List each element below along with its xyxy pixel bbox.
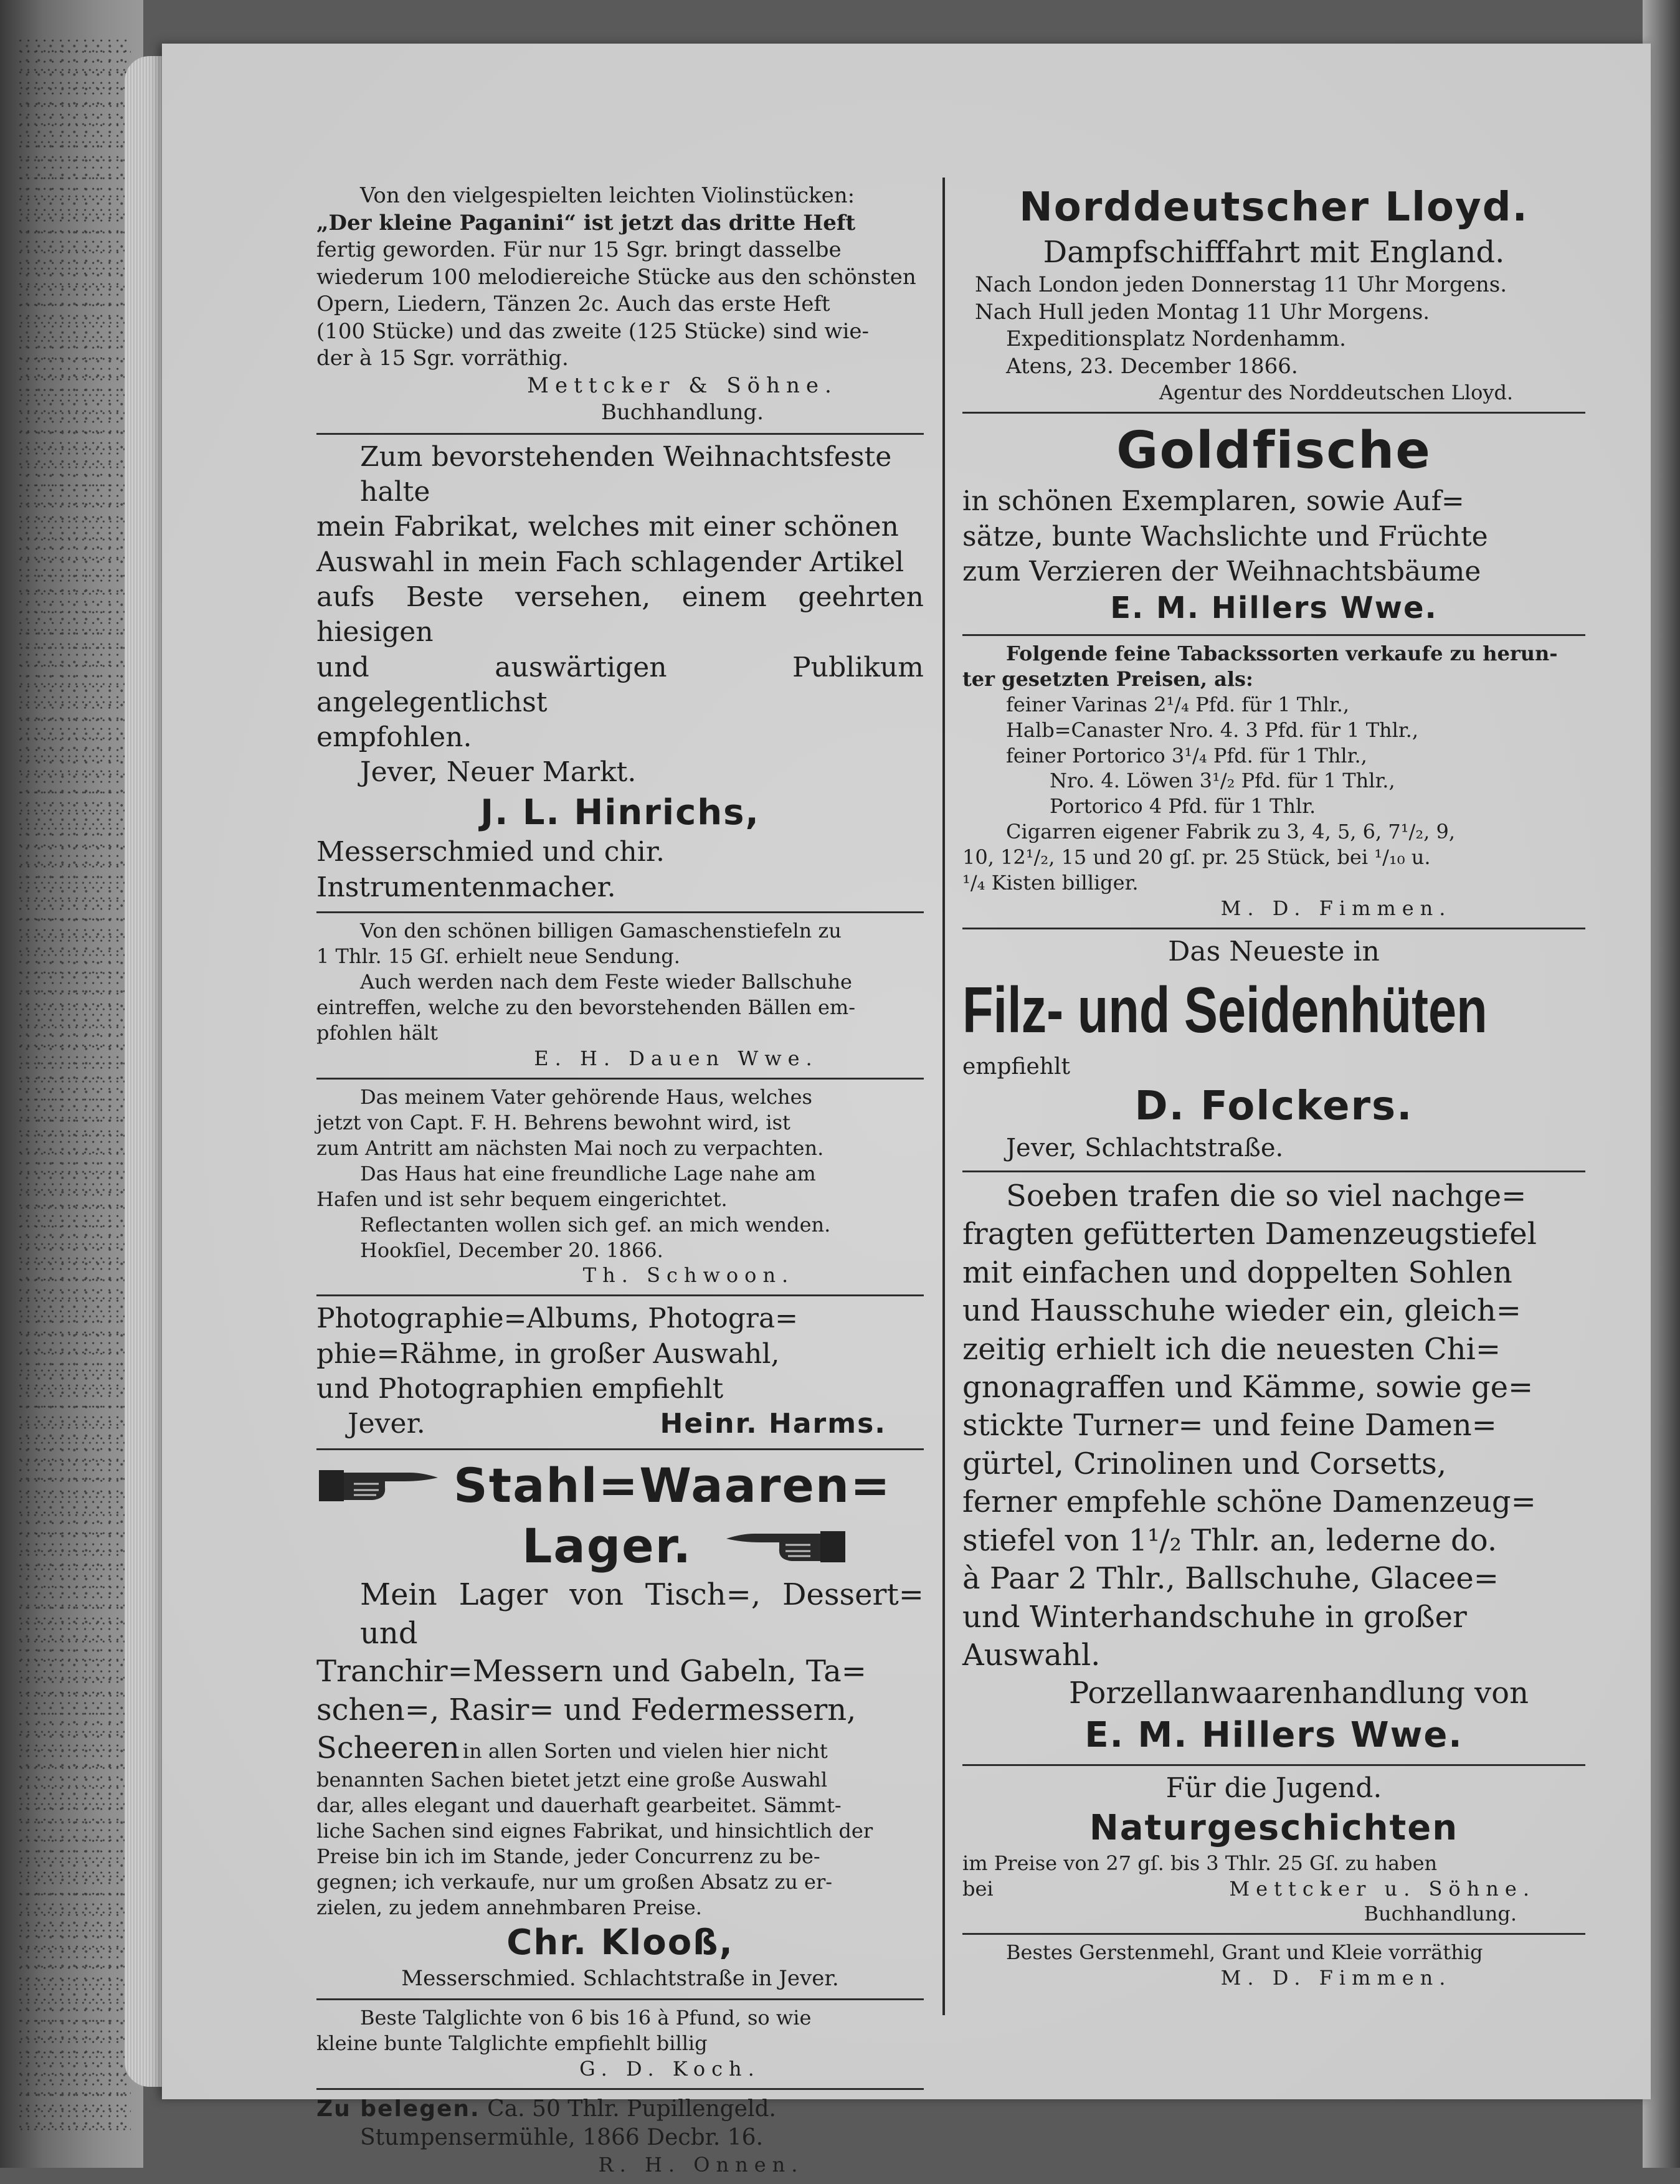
- ad-line: Hafen und ist sehr bequem eingerichtet.: [316, 1187, 728, 1211]
- ad-line: Auswahl in mein Fach schlagender Artikel: [316, 546, 904, 578]
- ad-line: stiefel von 1¹/₂ Thlr. an, lederne do.: [962, 1522, 1497, 1558]
- ad-signature: Agentur des Norddeutschen Lloyd.: [1159, 381, 1514, 405]
- ad-line: Cigarren eigener Fabrik zu 3, 4, 5, 6, 7¹/₂, 9,: [1006, 820, 1456, 844]
- ad-signature: E. M. Hillers Wwe.: [1084, 1714, 1463, 1755]
- ad-line: Von den schönen billigen Gamaschenstiefeln zu: [360, 919, 842, 943]
- ad-dauen: [316, 913, 924, 1080]
- ad-line: Soeben trafen die so viel nachge=: [1006, 1178, 1527, 1213]
- ad-trade: Messerschmied und chir. Instrumentenmacher.: [316, 836, 665, 903]
- ad-line: Reflectanten wollen sich gef. an mich wenden.: [360, 1212, 831, 1237]
- ad-line: Nro. 4. Löwen 3¹/₂ Pfd. für 1 Thlr.,: [1050, 769, 1395, 793]
- column-divider: [942, 178, 945, 2015]
- ad-name: J. L. Hinrichs,: [480, 792, 760, 833]
- ad-line: sätze, bunte Wachslichte und Früchte: [962, 520, 1488, 553]
- ad-lead-word: Zu belegen.: [316, 2096, 480, 2122]
- ad-name: Chr. Klooß,: [506, 1922, 734, 1963]
- ad-line: aufs Beste versehen, einem geehrten hiesigen: [316, 581, 924, 648]
- ad-line: Buchhandlung.: [1364, 1902, 1517, 1926]
- ad-harms: [316, 1296, 924, 1450]
- ad-place: Jever, Neuer Markt.: [360, 756, 637, 789]
- ad-line: ¹/₄ Kisten billiger.: [962, 871, 1139, 895]
- ad-trade: Porzellanwaarenhandlung von: [1069, 1676, 1529, 1711]
- ad-line: feiner Portorico 3¹/₄ Pfd. für 1 Thlr.,: [1006, 743, 1367, 767]
- ad-title: Stahl=Waaren=: [453, 1457, 891, 1513]
- ad-line: schen=, Rasir= und Federmessern,: [316, 1692, 857, 1727]
- right-column: [962, 178, 1585, 1997]
- ad-line: und Hausschuhe wieder ein, gleich=: [962, 1293, 1521, 1329]
- ad-line: Nach London jeden Donnerstag 11 Uhr Morgens.: [975, 272, 1507, 298]
- ad-line: und Winterhandschuhe in großer: [962, 1599, 1467, 1635]
- ad-footer: [962, 1876, 1585, 1902]
- ad-line: [316, 2095, 924, 2124]
- ad-line: Preise bin ich im Stande, jeder Concurrenz zu be-: [316, 1845, 820, 1869]
- ad-line: 1 Thlr. 15 Gſ. erhielt neue Sendung.: [316, 944, 680, 969]
- pointing-hand-left-icon: [723, 1520, 848, 1572]
- ad-line: gegnen; ich verkaufe, nur um großen Absatz zu er-: [316, 1870, 833, 1894]
- ad-title: Naturgeschichten: [1089, 1807, 1459, 1848]
- ad-hillers: [962, 1172, 1585, 1766]
- ad-line: Beste Talglichte von 6 bis 16 à Pfund, so wie: [360, 2006, 812, 2030]
- book-spine: [0, 0, 143, 2168]
- ad-place: Jever, Schlachtstraße.: [1006, 1133, 1284, 1162]
- ad-line: Photographie=Albums, Photogra=: [316, 1303, 799, 1335]
- ad-line: Portorico 4 Pfd. für 1 Thlr.: [1050, 794, 1316, 819]
- ad-gerste: [962, 1935, 1585, 1997]
- ad-signature: M. D. Fimmen.: [1220, 896, 1452, 921]
- ad-onnen: [316, 2090, 924, 2184]
- ad-title-row: [316, 1516, 924, 1576]
- newspaper-page: [162, 44, 1651, 2177]
- ad-signature: Mettcker u. Söhne.: [1229, 1876, 1535, 1901]
- ad-line: empfohlen.: [316, 721, 472, 754]
- ad-line: und auswärtigen Publikum angelegentlichst: [316, 651, 924, 718]
- ad-signature: E. M. Hillers Wwe.: [1110, 591, 1438, 626]
- ad-line: stickte Turner= und feine Damen=: [962, 1408, 1497, 1443]
- ad-line: pfohlen hält: [316, 1020, 438, 1045]
- ad-line: à Paar 2 Thlr., Ballschuhe, Glacee=: [962, 1561, 1499, 1597]
- ad-line: Halb=Canaster Nro. 4. 3 Pfd. für 1 Thlr.,: [1006, 718, 1418, 742]
- ad-line: Opern, Liedern, Tänzen 2c. Auch das erste Heft: [316, 292, 830, 317]
- ad-line: Expeditionsplatz Nordenhamm.: [1006, 326, 1346, 352]
- ad-signature: R. H. Onnen.: [598, 2153, 804, 2177]
- ad-line: zeitig erhielt ich die neuesten Chi=: [962, 1331, 1501, 1367]
- ad-line: liche Sachen sind eignes Fabrikat, und hinsichtlich der: [316, 1819, 873, 1843]
- ad-signature: Mettcker & Söhne.: [527, 373, 838, 398]
- ad-signature: Heinr. Harms.: [660, 1408, 886, 1440]
- ad-title: Filz- und Seidenhüten: [962, 974, 1488, 1047]
- ad-line: fertig geworden. Für nur 15 Sgr. bringt dasselbe: [316, 237, 842, 263]
- ad-hinrichs: [316, 435, 924, 913]
- ad-line: Auch werden nach dem Feste wieder Ballschuhe: [360, 969, 852, 994]
- ad-line: Atens, 23. December 1866.: [1006, 353, 1298, 379]
- ad-line: gnonagraffen und Kämme, sowie ge=: [962, 1369, 1534, 1405]
- ad-intro: Für die Jugend.: [1165, 1772, 1382, 1804]
- ad-intro: Das Neueste in: [1168, 936, 1380, 968]
- ad-signature: G. D. Koch.: [579, 2057, 761, 2081]
- left-column: [316, 178, 924, 2184]
- ad-line: [316, 1729, 924, 1767]
- ad-footer: [316, 1407, 924, 1441]
- ad-line: wiederum 100 melodiereiche Stücke aus den schönsten: [316, 264, 916, 290]
- ad-line: ter gesetzten Preisen, als:: [962, 667, 1253, 691]
- ad-line: zum Verzieren der Weihnachtsbäume: [962, 555, 1481, 587]
- ad-title: Lager.: [522, 1517, 693, 1574]
- ad-title: Norddeutscher Lloyd.: [1019, 184, 1529, 230]
- ad-line: eintreffen, welche zu den bevorstehenden Bällen em-: [316, 995, 856, 1019]
- ad-line: „Der kleine Paganini“ ist jetzt das dritte Heft: [316, 210, 856, 235]
- ad-line: Nach Hull jeden Montag 11 Uhr Morgens.: [975, 299, 1430, 325]
- ad-subtitle: Dampfschifffahrt mit England.: [1043, 234, 1505, 270]
- ad-line: kleine bunte Talglichte empfiehlt billig: [316, 2031, 708, 2056]
- ad-text: Ca. 50 Thlr. Pupillengeld.: [487, 2096, 776, 2122]
- ad-line: Das meinem Vater gehörende Haus, welches: [360, 1085, 812, 1109]
- ad-title-row: [316, 1455, 924, 1516]
- ad-line: Hookſiel, December 20. 1866.: [360, 1238, 663, 1262]
- ad-text: in allen Sorten und vielen hier nicht: [462, 1739, 828, 1763]
- ad-line: empfiehlt: [962, 1053, 1070, 1080]
- ad-signature: Buchhandlung.: [601, 400, 764, 425]
- ad-text: bei: [962, 1876, 994, 1901]
- ad-fimmen: [962, 636, 1585, 929]
- ad-line: mit einfachen und doppelten Sohlen: [962, 1255, 1512, 1290]
- ad-line: Zum bevorstehenden Weihnachtsfeste halte: [360, 440, 892, 508]
- ad-lloyd: [962, 178, 1585, 414]
- ad-line: (100 Stücke) und das zweite (125 Stücke) sind wie-: [316, 318, 869, 344]
- ad-line: feiner Varinas 2¹/₄ Pfd. für 1 Thlr.,: [1006, 692, 1350, 716]
- ad-signature: Th. Schwoon.: [582, 1263, 795, 1288]
- ad-title: Goldfische: [1116, 421, 1431, 481]
- ad-line: Mein Lager von Tisch=, Dessert= und: [360, 1577, 924, 1651]
- ad-line: phie=Rähme, in großer Auswahl,: [316, 1337, 780, 1370]
- pointing-hand-right-icon: [316, 1459, 441, 1511]
- ad-line: zielen, zu jedem annehmbaren Preise.: [316, 1896, 702, 1920]
- ad-lead-word: Scheeren: [316, 1730, 460, 1765]
- ad-line: der à 15 Sgr. vorräthig.: [316, 346, 569, 371]
- ad-line: zum Antritt am nächsten Mai noch zu verpachten.: [316, 1136, 824, 1160]
- ad-line: mein Fabrikat, welches mit einer schönen: [316, 511, 899, 543]
- ad-klooss: [316, 1450, 924, 2001]
- ad-line: Folgende feine Tabackssorten verkaufe zu herun-: [1006, 641, 1558, 665]
- ad-line: ferner empfehle schöne Damenzeug=: [962, 1484, 1536, 1520]
- ad-place: Jever.: [348, 1408, 425, 1440]
- ad-line: dar, alles elegant und dauerhaft gearbeitet. Sämmt-: [316, 1793, 842, 1818]
- ad-line: jetzt von Capt. F. H. Behrens bewohnt wird, ist: [316, 1110, 790, 1134]
- ad-folckers: [962, 929, 1585, 1172]
- ad-trade: Messerschmied. Schlachtstraße in Jever.: [401, 1965, 839, 1991]
- ad-goldfische: [962, 414, 1585, 635]
- ad-line: gürtel, Crinolinen und Corsetts,: [962, 1446, 1447, 1481]
- ad-line: in schönen Exemplaren, sowie Auf=: [962, 485, 1464, 518]
- ad-signature: M. D. Fimmen.: [1220, 1966, 1452, 1990]
- ad-line: im Preise von 27 gſ. bis 3 Thlr. 25 Gſ. zu haben: [962, 1851, 1438, 1875]
- ad-line: und Photographien empfiehlt: [316, 1373, 724, 1405]
- ad-violin: [316, 178, 924, 435]
- ad-line: Tranchir=Messern und Gabeln, Ta=: [316, 1654, 866, 1689]
- ad-line: 10, 12¹/₂, 15 und 20 gſ. pr. 25 Stück, bei ¹/₁₀ u.: [962, 845, 1431, 870]
- ad-name: D. Folckers.: [1134, 1083, 1413, 1129]
- ad-line: benannten Sachen bietet jetzt eine große Auswahl: [316, 1768, 828, 1792]
- ad-jugend: [962, 1766, 1585, 1935]
- ad-line: Von den vielgespielten leichten Violinstücken:: [360, 183, 855, 208]
- ad-line: Stumpensermühle, 1866 Decbr. 16.: [360, 2125, 764, 2151]
- ad-schwoon: [316, 1080, 924, 1297]
- ad-signature: E. H. Dauen Wwe.: [534, 1046, 819, 1070]
- ad-line: Das Haus hat eine freundliche Lage nahe am: [360, 1161, 816, 1185]
- ad-line: Auswahl.: [962, 1638, 1101, 1673]
- ad-line: Bestes Gerstenmehl, Grant und Kleie vorräthig: [1006, 1940, 1483, 1965]
- ad-line: fragten gefütterten Damenzeugstiefel: [962, 1217, 1537, 1252]
- ad-koch: [316, 2000, 924, 2090]
